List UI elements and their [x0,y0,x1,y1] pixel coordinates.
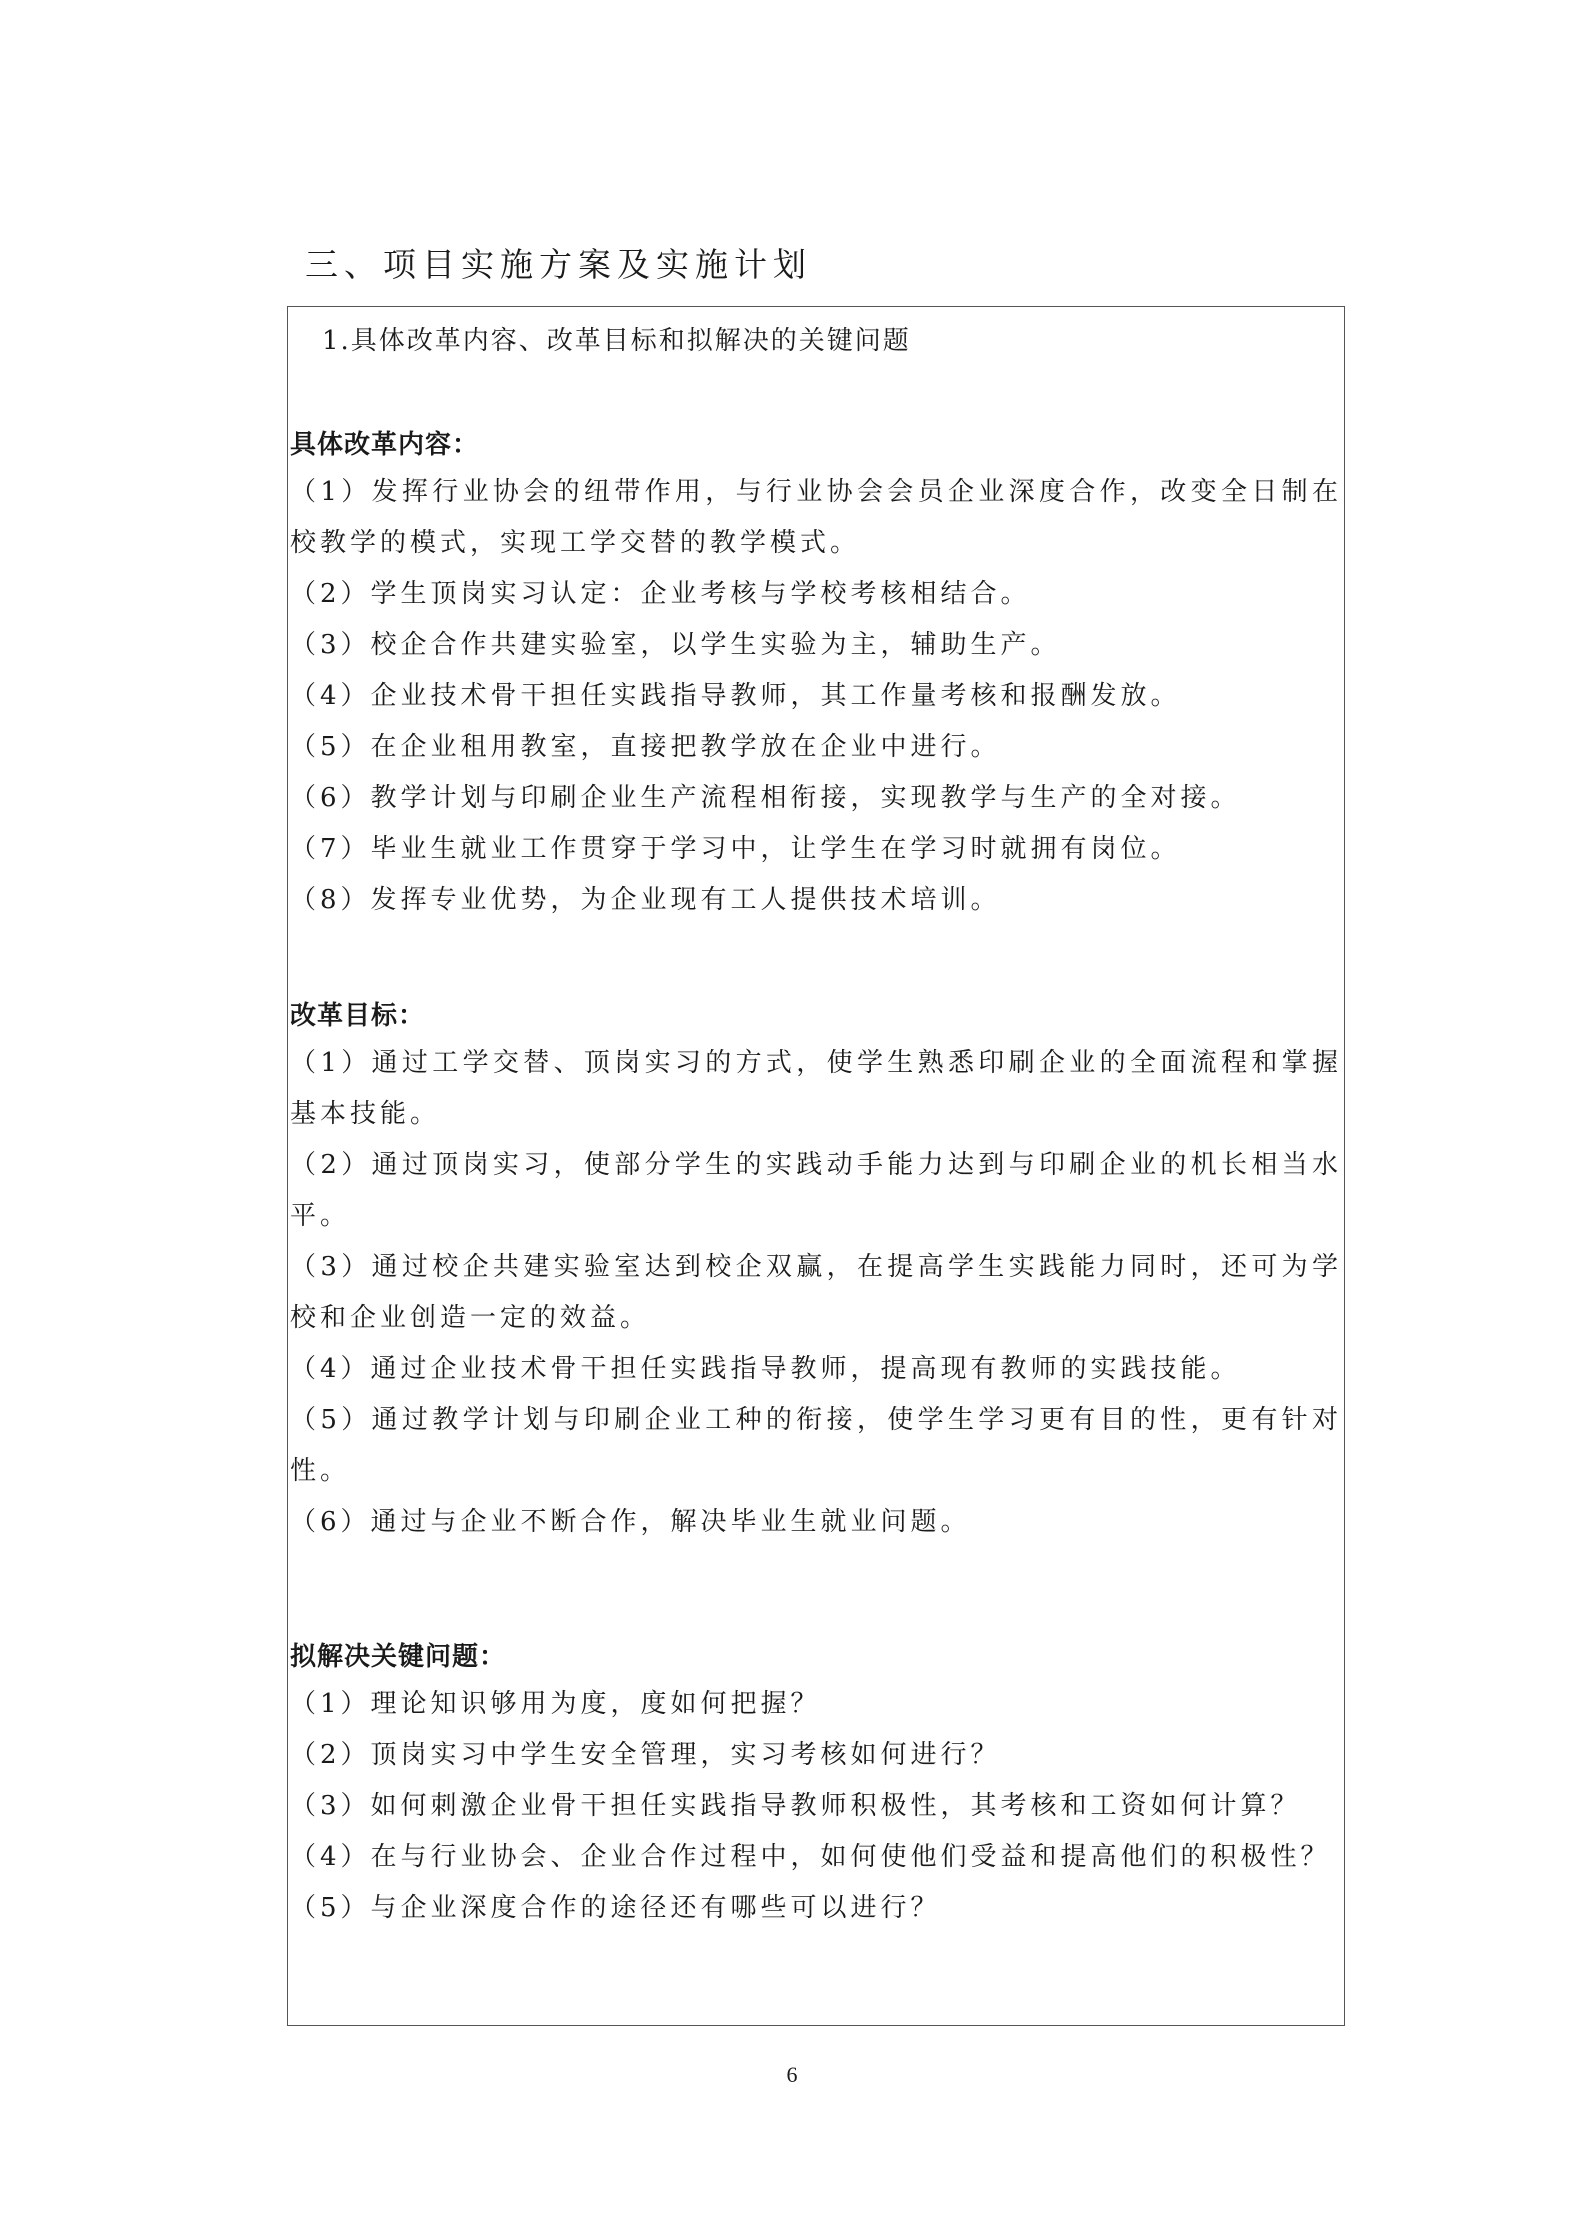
page-number: 6 [786,2062,798,2087]
section-heading: 三、项目实施方案及实施计划 [305,245,812,284]
list-item: （1）理论知识够用为度，度如何把握？ [290,1689,821,1719]
list-item: （3）如何刺激企业骨干担任实践指导教师积极性，其考核和工资如何计算？ [290,1791,1301,1821]
list-item: （2）顶岗实习中学生安全管理，实习考核如何进行？ [290,1740,1001,1770]
list-item: （8）发挥专业优势，为企业现有工人提供技术培训。 [290,885,1001,915]
content-box [287,306,1345,2026]
list-item: （6）通过与企业不断合作，解决毕业生就业问题。 [290,1507,971,1537]
list-item: （7）毕业生就业工作贯穿于学习中，让学生在学习时就拥有岗位。 [290,834,1181,864]
key-problems-heading: 拟解决关键问题： [290,1642,507,1672]
list-item: （4）通过企业技术骨干担任实践指导教师，提高现有教师的实践技能。 [290,1354,1241,1384]
box-title: 1.具体改革内容、改革目标和拟解决的关键问题 [322,326,911,356]
list-item: （2）通过顶岗实习，使部分学生的实践动手能力达到与印刷企业的机长相当水平。 [290,1150,1342,1231]
list-item: （6）教学计划与印刷企业生产流程相衔接，实现教学与生产的全对接。 [290,783,1241,813]
list-item: （4）企业技术骨干担任实践指导教师，其工作量考核和报酬发放。 [290,681,1181,711]
list-item: （1）发挥行业协会的纽带作用，与行业协会会员企业深度合作，改变全日制在校教学的模式，实现工学交替的教学模式。 [290,477,1342,558]
reform-goals-heading: 改革目标： [290,1001,426,1031]
list-item: （4）在与行业协会、企业合作过程中，如何使他们受益和提高他们的积极性？ [290,1842,1331,1872]
list-item: （2）学生顶岗实习认定：企业考核与学校考核相结合。 [290,579,1031,609]
key-problems-section [290,1635,1342,1934]
list-item: （5）通过教学计划与印刷企业工种的衔接，使学生学习更有目的性，更有针对性。 [290,1405,1342,1486]
reform-content-section [290,423,1342,926]
list-item: （3）校企合作共建实验室，以学生实验为主，辅助生产。 [290,630,1061,660]
reform-content-heading: 具体改革内容： [290,430,480,460]
list-item: （3）通过校企共建实验室达到校企双赢，在提高学生实践能力同时，还可为学校和企业创造一定的效益。 [290,1252,1342,1333]
list-item: （1）通过工学交替、顶岗实习的方式，使学生熟悉印刷企业的全面流程和掌握基本技能。 [290,1048,1342,1129]
reform-goals-section [290,994,1342,1548]
list-item: （5）在企业租用教室，直接把教学放在企业中进行。 [290,732,1001,762]
list-item: （5）与企业深度合作的途径还有哪些可以进行？ [290,1893,941,1923]
